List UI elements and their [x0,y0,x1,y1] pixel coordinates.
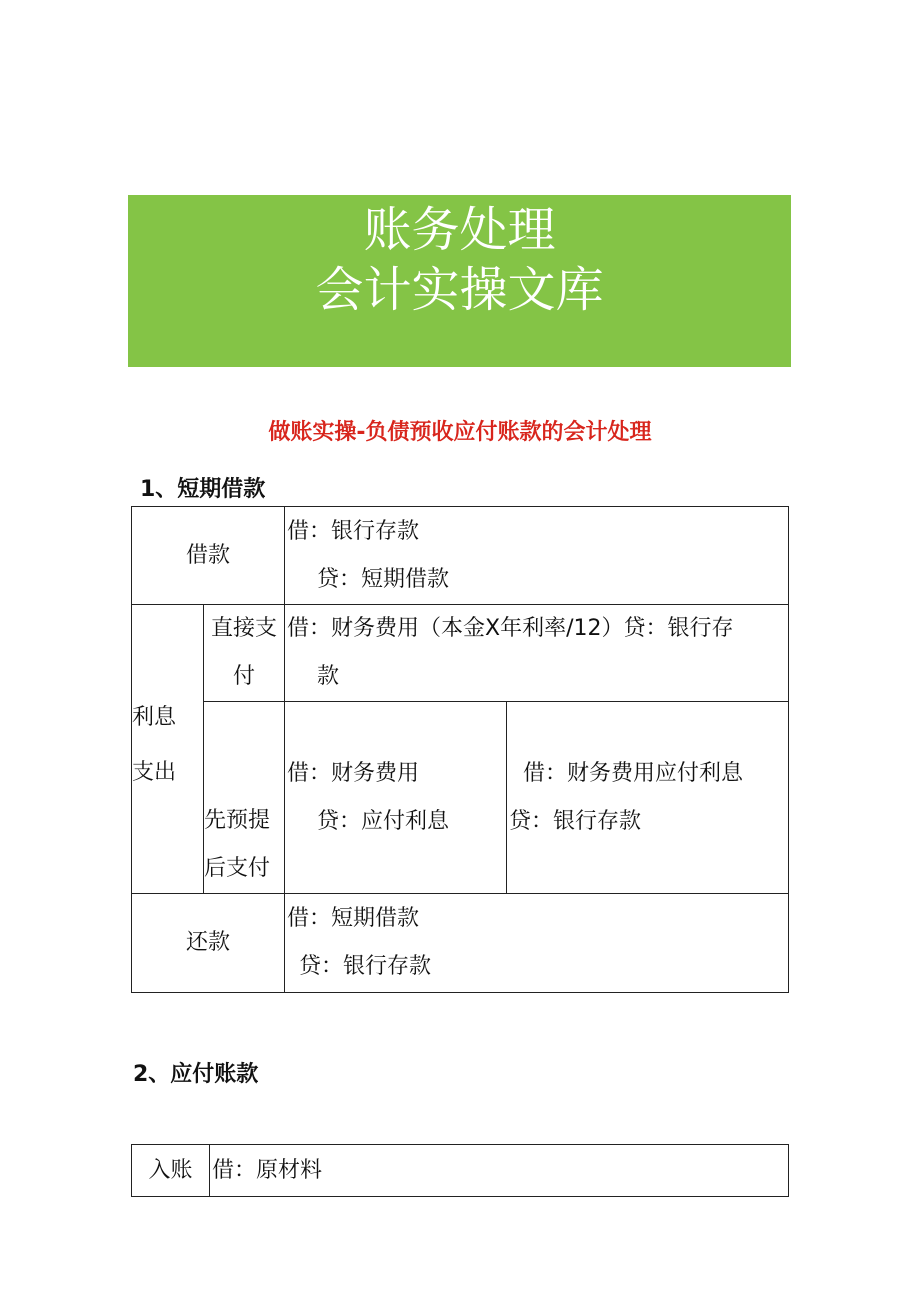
accrue-left-debit: 借：财务费用 [287,760,420,786]
borrow-credit: 贷：短期借款 [317,566,450,592]
table-row-entry [132,1145,789,1197]
entry-label: 入账 [132,1145,210,1197]
direct-entry [285,605,789,702]
accrue-label [204,702,285,894]
accrue-right-entry [507,702,789,894]
accrue-left-entry [285,702,507,894]
direct-label-line1: 直接支 [211,616,278,641]
entry-text: 借：原材料 [210,1145,789,1197]
repay-label: 还款 [132,894,285,993]
repay-credit: 贷：银行存款 [299,954,432,979]
banner-title-line2: 会计实操文库 [315,262,604,318]
accrue-label-line2: 后支付 [204,856,271,881]
borrow-entry [285,507,789,605]
table-row-repay [132,894,789,993]
section2-heading: 2、应付账款 [133,1062,259,1087]
borrow-label: 借款 [132,507,285,605]
direct-label [204,605,285,702]
table-row-direct [132,605,789,702]
document-title: 做账实操-负债预收应付账款的会计处理 [268,420,652,445]
table-row-accrue [132,702,789,894]
direct-label-line2: 付 [233,664,256,689]
repay-entry [285,894,789,993]
borrow-debit: 借：银行存款 [287,518,420,544]
interest-label [132,605,204,894]
accrue-right-debit: 借：财务费用应付利息 [523,760,744,786]
interest-label-line1: 利息 [132,705,177,730]
accrue-label-line1: 先预提 [204,808,271,833]
accounts-payable-table [131,1144,789,1197]
direct-entry-line1: 借：财务费用（本金X年利率/12）贷：银行存 [287,616,734,641]
accrue-left-credit: 贷：应付利息 [317,808,450,834]
table-row-borrow [132,507,789,605]
accrue-right-credit: 贷：银行存款 [509,808,642,834]
direct-entry-line2: 款 [317,664,340,689]
repay-debit: 借：短期借款 [287,906,420,931]
banner-title-line1: 账务处理 [363,202,556,258]
interest-label-line2: 支出 [132,760,177,785]
header-banner [128,195,791,367]
section1-heading: 1、短期借款 [140,477,266,502]
short-term-loan-table [131,506,789,993]
